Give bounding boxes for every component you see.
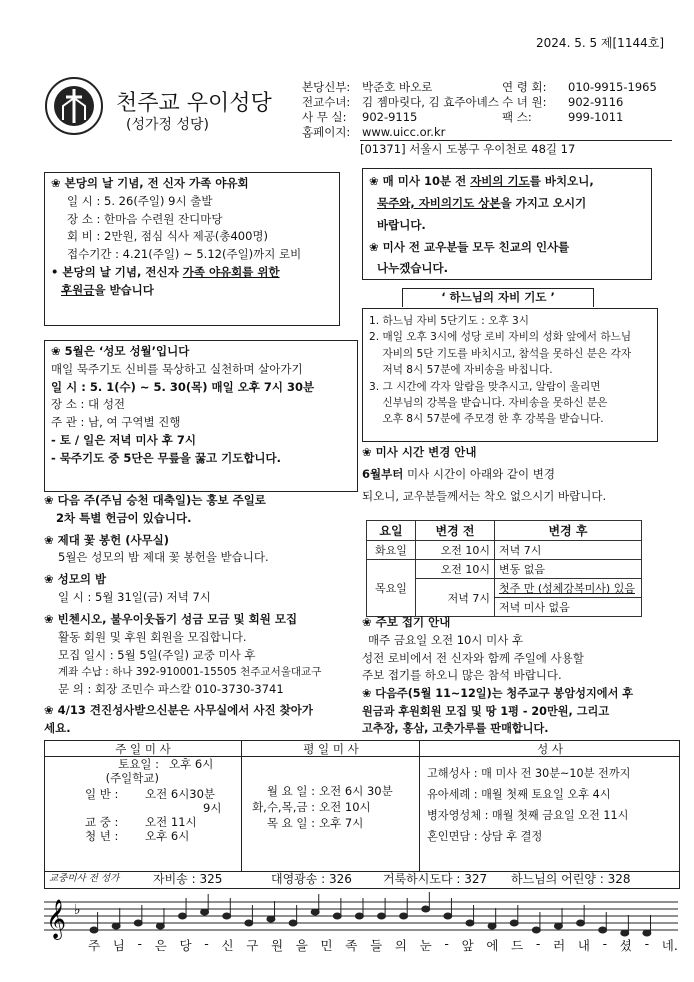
cell-before: 저녁 7시 [416, 579, 495, 617]
lyric-syllable: 드 [511, 938, 524, 953]
mercy-item: 1. 하느님 자비 5단기도 : 오후 3시 [369, 315, 529, 327]
sunday-row [85, 815, 221, 829]
mercy-underline: 자비의 기도 [470, 174, 530, 188]
notice [44, 492, 354, 528]
picnic-note-underline: 가족 야유회를 위한 [182, 265, 280, 280]
homepage-link[interactable]: www.uicc.or.kr [362, 125, 446, 139]
flat-icon: ♭ [74, 902, 81, 918]
lyric-syllable: - [602, 936, 608, 951]
weekday-header: 평 일 미 사 [303, 742, 359, 756]
mercy-item: 2. 매일 오후 3시에 성당 로비 자비의 성화 앞에서 하느님 [369, 331, 632, 344]
mercy-line: ❀ 미사 전 교우분들 모두 친교의 인사를 [369, 239, 570, 254]
donation-word: 후원금 [61, 282, 95, 297]
sunday-row [85, 757, 221, 771]
lyric-syllable: 셨 [619, 938, 632, 953]
note-head [488, 923, 496, 929]
lyric-syllable: 에 [486, 938, 499, 953]
mass-change-text: 미사 시간이 아래와 같이 변경 [403, 466, 555, 481]
sacrament-item: 병자영성체 : 매월 첫째 금요일 오전 11시 [427, 809, 629, 822]
contact-value: 902-9115 [362, 110, 418, 124]
lyric-syllable: 들 [370, 938, 383, 953]
lyric-syllable: 의 [394, 938, 407, 953]
lyric-syllable: 신 [221, 938, 234, 953]
picnic-line: 접수기간 : 4.21(주일) ~ 5.12(주일)까지 로비 [67, 247, 302, 262]
sacrament-item: 고해성사 : 매 미사 전 30분~10분 전까지 [427, 767, 631, 780]
contact-value: 999-1011 [568, 110, 624, 124]
mass-change-start: 6월부터 [362, 466, 404, 481]
contact-value: 010-9915-1965 [568, 80, 657, 94]
church-logo [44, 76, 104, 136]
mercy-prayer-title: ‘ 하느님의 자비 기도 ’ [402, 288, 594, 307]
sunday-row [85, 801, 221, 815]
contact-label: 팩 스: [502, 110, 532, 124]
mass-change-line: 되오니, 교우분들께서는 착오 없으시기 바랍니다. [362, 488, 607, 503]
sacrament-list [427, 763, 630, 847]
bulletin-section [362, 614, 680, 737]
sunday-row [85, 787, 221, 801]
schedule-header [45, 741, 679, 757]
lyric-syllable: 구 [246, 938, 259, 953]
contact-label: 전교수녀: [302, 95, 351, 109]
contact-block [302, 80, 672, 157]
notice-line: 문 의 : 회장 조민수 파스칼 010-3730-3741 [58, 681, 284, 696]
mercy-line: 나누겠습니다. [377, 261, 449, 276]
picnic-line: 일 시 : 5. 26(주일) 9시 출발 [67, 193, 213, 208]
contact-value: 902-9116 [568, 95, 624, 109]
cell-day: 화요일 [367, 541, 416, 560]
mercy-item: 오후 8시 57분에 주모경 한 후 강복을 받습니다. [369, 413, 604, 426]
table-header: 요일 [367, 521, 416, 541]
weekday-key: 목 요 일 : [266, 816, 315, 830]
cell-before: 오전 10시 [416, 560, 495, 579]
divider [241, 741, 242, 871]
note-head [532, 927, 540, 933]
cell-after: 저녁 7시 [495, 541, 642, 560]
sunday-header: 주 일 미 사 [115, 742, 171, 756]
notice-title: ❀ 성모의 밤 [44, 572, 107, 587]
sacrament-item: 유아세례 : 매월 첫째 토요일 오후 4시 [427, 788, 611, 801]
notice-title: ❀ 다음 주(주님 승천 대축일)는 홍보 주일로 [44, 493, 266, 507]
notes-group [90, 892, 651, 936]
mercy-text: ❀ 매 미사 10분 전 [369, 174, 471, 188]
hymn-item: 하느님의 어린양 : 328 [511, 872, 631, 886]
lyric-syllable: 당 [179, 938, 192, 953]
mercy-underline: 묵주와, 자비의기도 상본 [377, 195, 501, 210]
sunday-key [85, 801, 203, 815]
contact-value: 김 젬마릿다, 김 효주아녜스 [362, 95, 499, 109]
note-head [599, 927, 607, 933]
mercy-item: 3. 그 시간에 각자 알람을 맞추시고, 알람이 울리면 [369, 380, 601, 393]
weekday-val: 오전 6시 30분 [319, 784, 393, 798]
weekday-key: 월 요 일 : [266, 784, 315, 798]
note-head [245, 920, 253, 926]
notice [44, 532, 354, 568]
contact-label: 사 무 실: [302, 110, 347, 124]
sunday-val [159, 771, 169, 785]
sale-line: 원금과 후원회원 모집 및 땅 1평 - 20만원, 그리고 [362, 704, 610, 718]
note-head [333, 913, 341, 919]
lyric-syllable: 내 [577, 938, 590, 953]
bulletin-title: ❀ 주보 접기 안내 [362, 615, 451, 629]
notice-title: ❀ 제대 꽃 봉헌 (사무실) [44, 532, 170, 547]
note-head [554, 923, 562, 929]
contact-row [302, 80, 672, 95]
note-head [378, 913, 386, 919]
notice [44, 571, 354, 607]
lyric-syllable: - [204, 936, 209, 951]
cell-day: 목요일 [367, 560, 416, 617]
contact-row [302, 110, 672, 125]
lyric-syllable: - [644, 936, 650, 951]
marian-month-box [44, 340, 358, 492]
lyric-syllable: 눈 [419, 938, 432, 953]
note-head [400, 913, 408, 919]
bulletin-line: 성전 로비에서 전 신자와 함께 주일에 사용할 [362, 650, 584, 665]
note-head [156, 923, 164, 929]
mercy-item: 자비의 5단 기도를 바치시고, 참석을 못하신 분은 각자 [369, 347, 632, 360]
cell-before: 오전 10시 [416, 541, 495, 560]
lyric-syllable: 앞 [461, 938, 474, 953]
weekday-row [243, 783, 393, 799]
lyric-syllable: - [137, 936, 143, 951]
picnic-note-2 [51, 282, 333, 300]
cell-after: 저녁 미사 없음 [495, 598, 642, 617]
weekday-row [243, 799, 393, 815]
sunday-val: 오전 6시30분 [145, 787, 216, 801]
mercy-line [369, 171, 645, 193]
note-head [510, 920, 518, 926]
contact-value: 박준호 바오로 [362, 80, 433, 94]
picnic-notice-box [44, 172, 340, 326]
hymn-item: 거룩하시도다 : 327 [383, 872, 488, 886]
table-row [367, 560, 642, 579]
marian-line: - 토 / 일은 저녁 미사 후 7시 [51, 433, 196, 448]
sunday-row [85, 771, 221, 785]
mass-change-title: ❀ 미사 시간 변경 안내 [362, 445, 477, 459]
note-head [444, 913, 452, 919]
marian-line: 주 관 : 남, 여 구역별 진행 [51, 415, 181, 430]
sunday-val: 오후 6시 [169, 757, 214, 771]
marian-line: 매일 묵주기도 신비를 묵상하고 실천하며 살아가기 [51, 361, 303, 376]
notice-line: 계좌 수납 : 하나 392-910001-15505 천주교서울대교구 [58, 666, 322, 679]
mercy-item: 저녁 8시 57분에 자비송을 바칩니다. [369, 364, 553, 377]
cell-after: 첫주 만 (성체강복미사) 있음 [495, 579, 642, 598]
hymn-lyrics [88, 936, 678, 954]
sunday-row [85, 829, 221, 843]
marian-line: 장 소 : 대 성전 [51, 397, 126, 412]
note-head [577, 920, 585, 926]
mass-change-line [362, 466, 662, 484]
weekday-val: 오후 7시 [319, 816, 364, 830]
left-notices [44, 492, 354, 738]
sunday-key: 일 반 : [85, 787, 119, 801]
sunday-key: 교 중 : [85, 815, 119, 829]
mass-schedule [44, 740, 680, 872]
notice [44, 611, 354, 699]
lyric-syllable: 은 [154, 938, 167, 953]
sunday-key: 토요일 : [118, 757, 159, 771]
table-header: 변경 전 [416, 521, 495, 541]
hymn-bar [44, 870, 680, 889]
notice-line: 모집 일시 : 5월 5일(주일) 교중 미사 후 [58, 647, 256, 662]
sunday-key: (주일학교) [105, 771, 159, 785]
note-head [223, 913, 231, 919]
address [360, 140, 672, 157]
bulletin-line: 주보 접기를 하오니 많은 참석 바랍니다. [362, 668, 562, 683]
picnic-title: ❀ 본당의 날 기념, 전 신자 가족 야유회 [51, 176, 249, 190]
picnic-note-text: • 본당의 날 기념, 전신자 [51, 265, 183, 280]
sunday-list [85, 757, 221, 843]
notice-line: 세요. [44, 721, 71, 736]
lyric-syllable: 네. [661, 938, 678, 953]
picnic-line: 회 비 : 2만원, 점심 식사 제공(총400명) [67, 229, 269, 244]
lyric-syllable: 주 [88, 938, 101, 953]
lyric-syllable: - [535, 936, 541, 951]
notice-title: ❀ 4/13 견진성사받으신분은 사무실에서 사진 찾아가 [44, 703, 313, 718]
church-subtitle: (성가정 성당) [126, 117, 209, 133]
lyric-syllable: 족 [345, 938, 358, 953]
hymn-label: 교중미사 전 성가 [49, 873, 120, 884]
sacrament-header: 성 사 [537, 742, 563, 756]
mercy-text: 을 가지고 오시기 [500, 195, 587, 210]
contact-label: 수 녀 원: [502, 95, 547, 109]
table-header-row [367, 521, 642, 541]
contact-label: 홈페이지: [302, 125, 351, 139]
marian-line: - 묵주기도 중 5단은 무릎을 꿇고 기도합니다. [51, 450, 282, 465]
notice-title: ❀ 빈첸시오, 불우이웃돕기 성금 모금 및 회원 모집 [44, 611, 298, 626]
picnic-line: 장 소 : 한마음 수련원 잔디마당 [67, 211, 223, 226]
picnic-note [51, 264, 333, 282]
hymn-item: 대영광송 : 326 [271, 872, 352, 886]
note-head [466, 920, 474, 926]
church-name: 천주교 우이성당 [116, 91, 272, 116]
sunday-val: 오전 11시 [145, 815, 197, 829]
marian-title: ❀ 5월은 ‘성모 성월’입니다 [51, 344, 190, 358]
weekday-row [243, 815, 393, 831]
sale-line: 고추장, 홍삼, 고춧가루를 판매합니다. [362, 721, 549, 735]
bulletin-line: 매주 금요일 오전 10시 미사 후 [368, 632, 524, 647]
mercy-item: 신부님의 강복을 받습니다. 자비송을 못하신 분은 [369, 397, 608, 410]
marian-line: 일 시 : 5. 1(수) ~ 5. 30(목) 매일 오후 7시 30분 [51, 379, 315, 394]
note-head [267, 916, 275, 922]
notice [44, 702, 354, 738]
cell-after: 변동 없음 [495, 560, 642, 579]
sunday-val: 9시 [203, 801, 222, 815]
contact-label: 연 령 회: [502, 80, 547, 94]
mercy-line: 바랍니다. [377, 217, 426, 232]
notice-line: 일 시 : 5월 31일(금) 저녁 7시 [58, 590, 211, 605]
notice-line: 2차 특별 헌금이 있습니다. [56, 510, 192, 525]
hymn-item: 자비송 : 325 [153, 872, 223, 886]
notice-line: 5월은 성모의 밤 제대 꽃 봉헌을 받습니다. [58, 550, 269, 565]
mercy-prayer-box [362, 168, 652, 280]
note-head [289, 920, 297, 926]
contact-row [302, 95, 672, 110]
lyric-syllable: 원 [271, 938, 284, 953]
note-head [355, 913, 363, 919]
sacrament-item: 혼인면담 : 상담 후 결정 [427, 830, 543, 843]
mercy-prayer-list [362, 308, 658, 442]
mercy-line [369, 193, 645, 215]
sunday-key: 청 년 : [85, 829, 119, 843]
mass-change-table [366, 520, 642, 617]
weekday-val: 오전 10시 [319, 800, 371, 814]
lyric-syllable: - [444, 936, 449, 951]
sale-line: ❀ 다음주(5월 11~12일)는 청주교구 봉암성지에서 후 [362, 687, 634, 701]
weekday-key: 화,수,목,금 : [252, 800, 315, 814]
contact-row [302, 125, 672, 140]
issue-number: 2024. 5. 5 제[1144호] [536, 36, 664, 50]
note-head [178, 913, 186, 919]
table-row [367, 541, 642, 560]
note-head [422, 906, 430, 912]
treble-clef-icon: 𝄞 [46, 899, 67, 939]
lyric-syllable: 님 [112, 938, 125, 953]
note-head [90, 927, 98, 933]
church-seal-icon [44, 76, 104, 136]
lyric-syllable: 민 [320, 938, 333, 953]
weekday-list [243, 783, 393, 831]
donation-suffix: 을 받습니다 [94, 282, 154, 297]
note-head [311, 909, 319, 915]
mercy-text: 를 바치오니, [529, 174, 594, 188]
note-head [201, 909, 209, 915]
sunday-val: 오후 6시 [145, 829, 190, 843]
note-head [134, 920, 142, 926]
lyric-syllable: 러 [553, 938, 566, 953]
table-header: 변경 후 [495, 521, 642, 541]
lyric-syllable: 을 [295, 938, 308, 953]
contact-label: 본당신부: [302, 80, 351, 94]
note-head [112, 923, 120, 929]
notice-line: 활동 회원 및 후원 회원을 모집합니다. [58, 629, 247, 644]
address-text: [01371] 서울시 도봉구 우이천로 48길 17 [360, 142, 576, 156]
divider [419, 741, 420, 871]
mass-change-section [362, 444, 662, 505]
